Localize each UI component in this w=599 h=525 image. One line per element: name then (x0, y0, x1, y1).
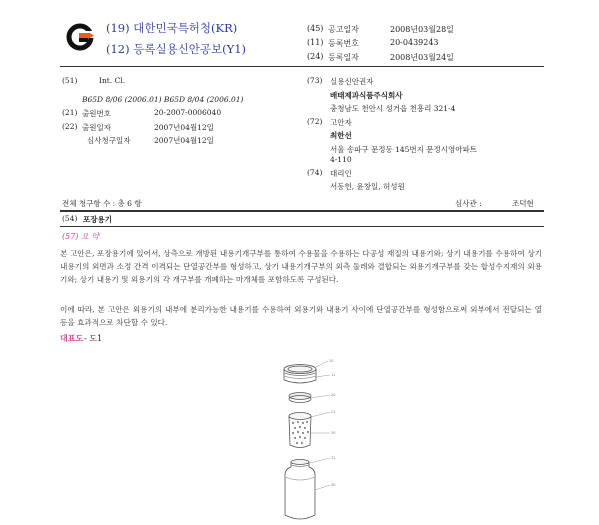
exam-label: 심사청구일자 (87, 136, 131, 145)
part-label: 10 (329, 359, 334, 363)
designer-code: (72) (307, 117, 323, 126)
title-code: (54) (62, 214, 78, 223)
holder-address: 충청남도 천안시 성거읍 천흥리 321-4 (330, 104, 456, 113)
pub-date-label: 공고일자 (328, 25, 359, 34)
designer-name: 최한선 (330, 131, 352, 140)
app-no-code: (21) (62, 108, 78, 117)
examiner-name: 조덕현 (512, 199, 534, 208)
reg-date-code: (24) (307, 52, 324, 61)
abstract-heading: (57) 요 약 (62, 232, 99, 241)
filing-label: 출원일자 (82, 123, 111, 132)
reg-number-label: 등록번호 (328, 39, 359, 48)
lid-drawing (284, 365, 316, 384)
outer-container-drawing (285, 460, 315, 520)
part-label: 40 (331, 483, 336, 487)
ipc-values: B65D 8/06 (2006.01) B65D 8/04 (2006.01) (82, 95, 244, 104)
seal-drawing (289, 393, 311, 403)
header-divider (60, 66, 544, 67)
publication-type: (12) 등록실용신안공보(Y1) (106, 42, 247, 56)
inner-container-drawing (289, 413, 311, 448)
part-label: 11 (331, 373, 336, 377)
total-claims: 전체 청구항 수 : 총 6 항 (62, 199, 142, 208)
part-label: 20 (331, 393, 336, 397)
kipo-logo-icon (65, 22, 95, 52)
reg-number-value: 20-0439243 (390, 38, 439, 47)
filing-value: 2007년04월12일 (154, 123, 214, 132)
agent-names: 서동헌, 윤창일, 허성원 (330, 182, 405, 191)
part-label: 31 (331, 456, 336, 460)
holder-label: 실용신안권자 (330, 77, 374, 86)
filing-code: (22) (62, 122, 78, 131)
representative-figure-value: - 도1 (84, 334, 103, 343)
reg-date-label: 등록일자 (328, 53, 359, 62)
representative-figure-label: 대표도 (60, 333, 84, 343)
examiner-label: 심사관 : (455, 199, 482, 208)
abstract-paragraph-2: 이에 따라, 본 고안은 외용기의 내부에 분리가능한 내용기를 수용하여 외용기와 내용기 사이에 단열공간부를 형성함으로써 외부에서 전달되는 열 등을 효과적으로 차단할 수 있다. (60, 305, 542, 327)
representative-figure (270, 355, 350, 525)
title-divider (60, 226, 544, 227)
holder-code: (73) (307, 76, 323, 85)
pub-date-value: 2008년03월28일 (390, 25, 454, 34)
designer-label: 고안자 (330, 118, 352, 127)
agent-label: 대리인 (330, 169, 352, 178)
office-title: (19) 대한민국특허청(KR) (106, 21, 238, 35)
holder-name: 배태제과식품주식회사 (330, 91, 403, 100)
agent-code: (74) (307, 168, 323, 177)
pub-date-code: (45) (307, 24, 324, 33)
app-no-value: 20-2007-0006040 (154, 108, 222, 117)
part-label: 30 (331, 431, 336, 435)
claims-divider (60, 210, 544, 212)
utility-model-title: 포장용기 (83, 215, 112, 224)
ipc-label: Int. Cl. (99, 76, 126, 85)
exam-value: 2007년04월12일 (154, 136, 214, 145)
ipc-code: (51) (62, 76, 78, 85)
app-no-label: 출원번호 (82, 109, 111, 118)
designer-address-2: 4-110 (330, 155, 352, 164)
reg-date-value: 2008년03월24일 (390, 53, 454, 62)
reg-number-code: (11) (307, 38, 324, 47)
part-label: 21 (331, 410, 336, 414)
designer-address-1: 서울 송파구 문정동 145번지 문정시영아파트 (330, 145, 478, 154)
abstract-paragraph-1: 본 고안은, 포장용기에 있어서, 상측으로 개방된 내용기개구부를 통하여 수용물을 수용하는 다공성 재질의 내용기와; 상기 내용기를 수용하여 상기 내용기의 외면과 소정 간격 이격되는 단열공간부를 형성하고, 상기 내용기개구부의 외측 둘레와 결합되는 외용기개구부를 갖는 합성수지재의 외용기와; 상기 내용기 및 외용기의 각 개구부를 개폐하는 마개체를 포함하도록 구성된다. (60, 249, 542, 284)
